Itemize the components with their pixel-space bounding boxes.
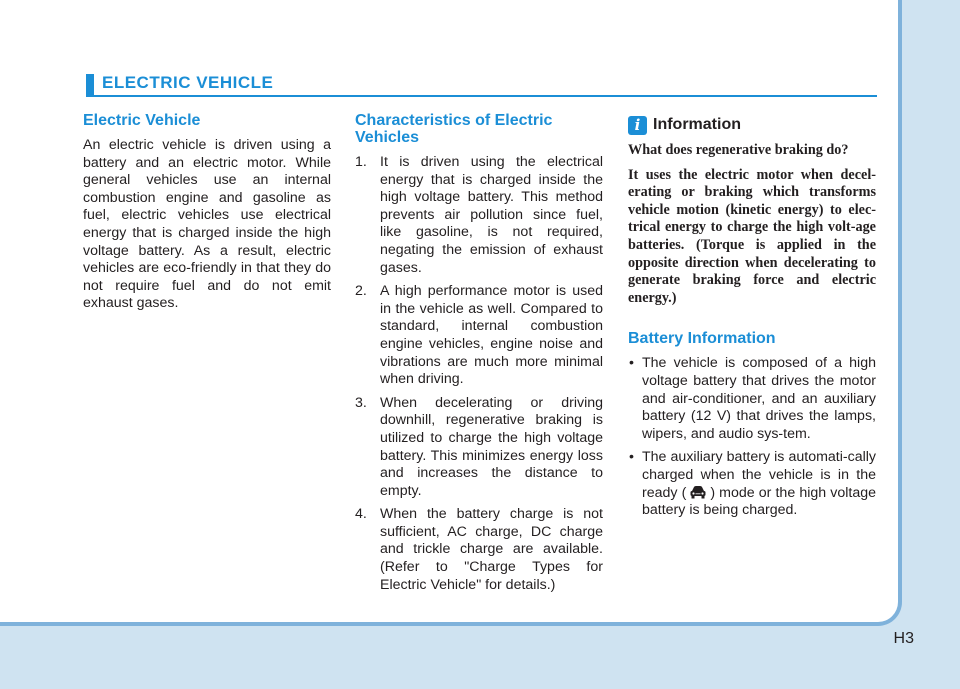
characteristics-list <box>355 154 603 594</box>
list-number: 1. <box>355 154 367 170</box>
information-title: Information <box>653 116 741 133</box>
section-title: ELECTRIC VEHICLE <box>102 73 274 92</box>
list-number: 4. <box>355 506 367 523</box>
list-text: When the battery charge is not sufficient, AC charge, DC charge and trickle charge are available. (Refer to "Charge Types for Electric Vehicle" for details.) <box>380 506 603 593</box>
info-icon: i <box>628 116 647 135</box>
list-text-before-icon: The auxiliary battery is automati-cally charged when the vehicle is in the ready ( <box>642 449 876 501</box>
column-information <box>628 110 876 526</box>
list-item <box>355 506 603 594</box>
list-item <box>355 395 603 501</box>
information-answer: It uses the electric motor when decel-erating or braking which transforms vehicle motion (kinetic energy) to elec-trical energy to charge the high volt-age batteries. (Torque is applied in the opposite direction when decelerating to generate braking force and electric energy.) <box>628 166 876 306</box>
bullet-icon: • <box>629 355 634 372</box>
ready-car-icon <box>689 485 707 499</box>
information-header <box>628 112 876 138</box>
list-item <box>628 449 876 519</box>
list-item <box>628 355 876 443</box>
list-text-after-icon: ) mode or the high voltage battery is being charged. <box>642 484 876 519</box>
list-text: The vehicle is composed of a high voltage battery that drives the motor and air-conditioner, and an auxiliary battery (12 V) that drives the lamps, wipers, and audio sys-tem. <box>642 355 876 442</box>
heading-battery-information: Battery Information <box>628 330 776 348</box>
electric-vehicle-body: An electric vehicle is driven using a battery and an electric motor. While general vehicles use an internal combustion engine and gasoline as fuel, electric vehicles use electrical energy that is charged inside the high voltage battery. As a result, electric vehicles are eco-friendly in that they do not require fuel and do not emit exhaust gases. <box>83 137 331 312</box>
header-accent-bar <box>86 74 94 95</box>
column-characteristics <box>355 110 603 600</box>
list-text: It is driven using the electrical energy that is charged inside the high voltage battery. This method prevents air pollution since fuel, like gasoline, is not required, negating the emission of exhaust gases. <box>380 154 603 276</box>
list-number: 2. <box>355 283 367 300</box>
list-text: When decelerating or driving downhill, regenerative braking is utilized to charge the high voltage battery. This minimizes energy loss and increases the distance to empty. <box>380 394 603 499</box>
list-item <box>355 283 603 389</box>
heading-characteristics: Characteristics of Electric Vehicles <box>355 112 553 146</box>
heading-electric-vehicle: Electric Vehicle <box>83 112 201 129</box>
bullet-icon: • <box>629 449 634 466</box>
battery-list <box>628 355 876 519</box>
list-number: 3. <box>355 394 367 411</box>
list-text: A high performance motor is used in the vehicle as well. Compared to standard, internal combustion engine vehicles, engine noise and vibrations are much more minimal when driving. <box>380 283 603 388</box>
information-question: What does regenerative braking do? <box>628 142 849 158</box>
header-rule <box>86 95 877 97</box>
column-electric-vehicle <box>83 110 331 313</box>
list-item <box>355 154 603 277</box>
page-number: H3 <box>893 630 914 647</box>
